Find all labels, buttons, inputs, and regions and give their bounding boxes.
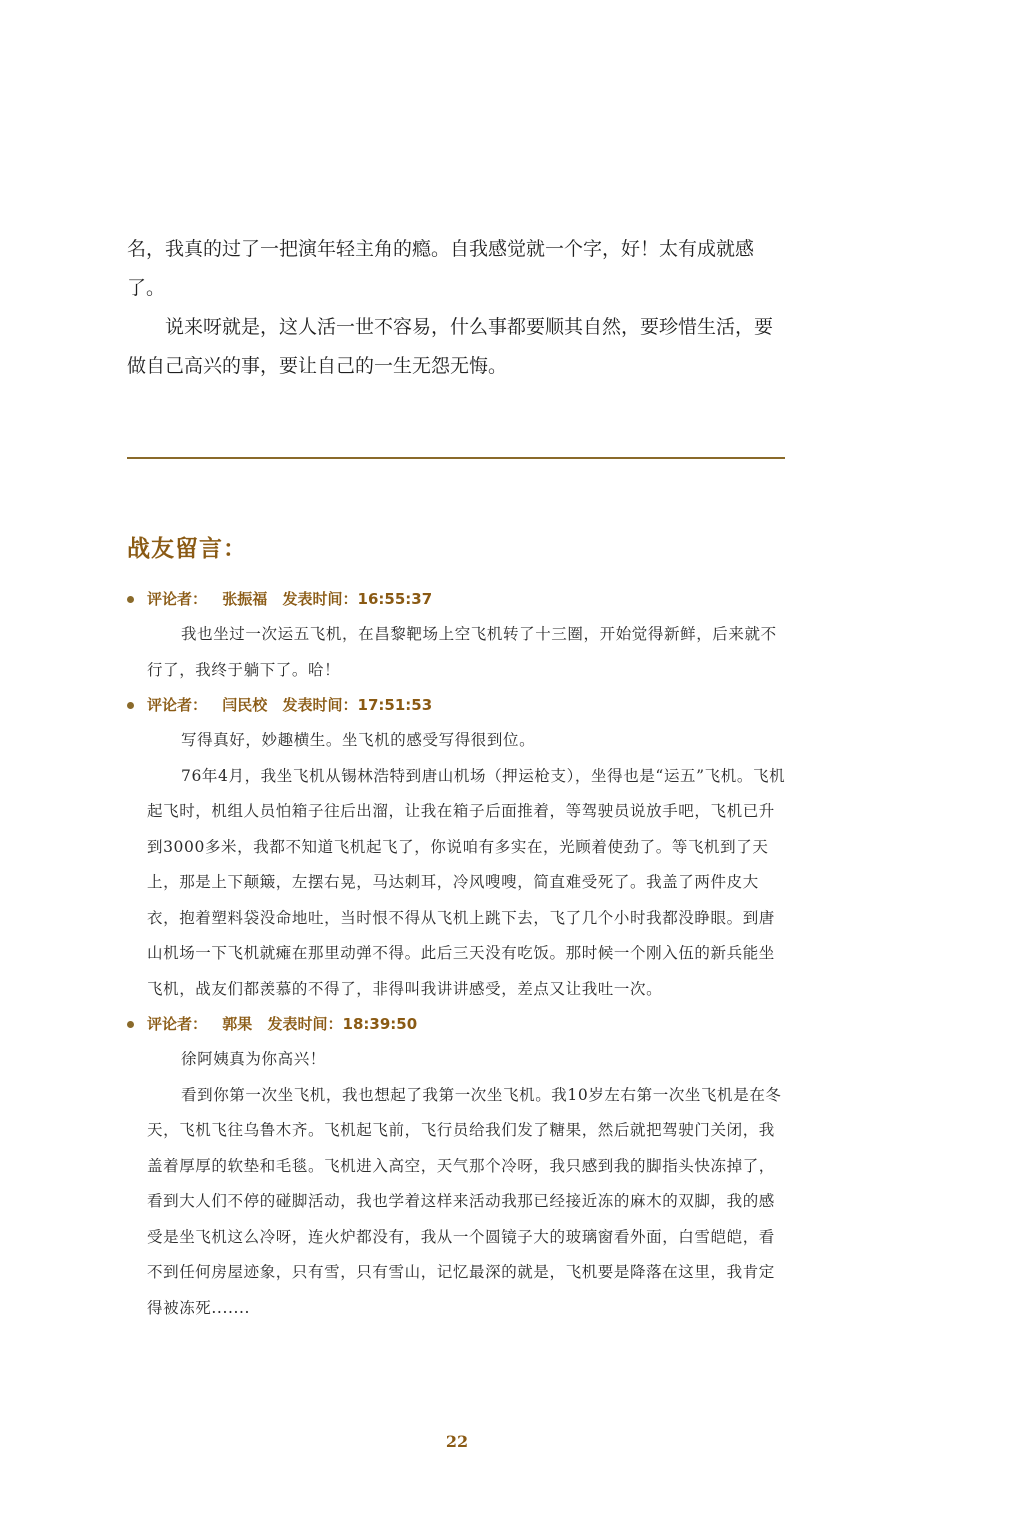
comment-header bbox=[127, 1007, 787, 1042]
comment-item bbox=[127, 688, 787, 1007]
comment-paragraph: 看到你第一次坐飞机，我也想起了我第一次坐飞机。我10岁左右第一次坐飞机是在冬天，飞机飞往乌鲁木齐。飞机起飞前，飞行员给我们发了糖果，然后就把驾驶门关闭，我盖着厚厚的软垫和毛毯。飞机进入高空，天气那个冷呀，我只感到我的脚指头快冻掉了，看到大人们不停的碰脚活动，我也学着这样来活动我那已经接近冻的麻木的双脚，我的感受是坐飞机这么冷呀，连火炉都没有，我从一个圆镜子大的玻璃窗看外面，白雪皑皑，看不到任何房屋迹象，只有雪，只有雪山，记忆最深的就是，飞机要是降落在这里，我肯定得被冻死....... bbox=[147, 1085, 782, 1317]
comment-body bbox=[127, 1042, 787, 1326]
comment-body bbox=[127, 617, 787, 688]
bullet-icon bbox=[127, 596, 134, 603]
comment-header bbox=[127, 582, 787, 617]
commenter-label: 评论者： bbox=[147, 590, 208, 608]
comment-body bbox=[127, 723, 787, 1007]
comment-paragraph: 76年4月，我坐飞机从锡林浩特到唐山机场（押运枪支），坐得也是“运五”飞机。飞机起飞时，机组人员怕箱子往后出溜，让我在箱子后面推着，等驾驶员说放手吧，飞机已升到3000多米，我都不知道飞机起飞了，你说咱有多实在，光顾着使劲了。等飞机到了天上，那是上下颠簸，左摆右晃，马达刺耳，冷风嗖嗖，简直难受死了。我盖了两件皮大衣，抱着塑料袋没命地吐，当时恨不得从飞机上跳下去，飞了几个小时我都没睁眼。到唐山机场一下飞机就瘫在那里动弹不得。此后三天没有吃饭。那时候一个刚入伍的新兵能坐飞机，战友们都羡慕的不得了，非得叫我讲讲感受，差点又让我吐一次。 bbox=[147, 766, 786, 998]
commenter-name: 张振福 bbox=[222, 590, 268, 608]
comment-header bbox=[127, 688, 787, 723]
commenter-name: 闫民校 bbox=[222, 696, 268, 714]
comment-paragraph: 我也坐过一次运五飞机，在昌黎靶场上空飞机转了十三圈，开始觉得新鲜，后来就不行了，我终于躺下了。哈！ bbox=[147, 625, 777, 679]
page-number: 22 bbox=[445, 1432, 469, 1451]
comment-item bbox=[127, 582, 787, 688]
intro-paragraph: 名，我真的过了一把演年轻主角的瘾。自我感觉就一个字，好！太有成就感了。 bbox=[127, 238, 755, 299]
intro-paragraph: 说来呀就是，这人活一世不容易，什么事都要顺其自然，要珍惜生活，要做自己高兴的事，要让自己的一生无怨无悔。 bbox=[127, 316, 774, 377]
comment-item bbox=[127, 1007, 787, 1326]
intro-text bbox=[127, 230, 787, 386]
commenter-label: 评论者： bbox=[147, 696, 208, 714]
bullet-icon bbox=[127, 1021, 134, 1028]
post-time: 17:51:53 bbox=[357, 696, 433, 714]
comment-paragraph: 徐阿姨真为你高兴！ bbox=[181, 1050, 326, 1068]
section-heading: 战友留言： bbox=[127, 535, 247, 562]
post-time: 16:55:37 bbox=[357, 590, 433, 608]
commenter-label: 评论者： bbox=[147, 1015, 208, 1033]
time-label: 发表时间： bbox=[282, 696, 358, 714]
commenter-name: 郭果 bbox=[222, 1015, 253, 1033]
bullet-icon bbox=[127, 702, 134, 709]
time-label: 发表时间： bbox=[267, 1015, 343, 1033]
post-time: 18:39:50 bbox=[342, 1015, 418, 1033]
section-divider bbox=[127, 457, 785, 459]
comment-paragraph: 写得真好，妙趣横生。坐飞机的感受写得很到位。 bbox=[181, 731, 536, 749]
time-label: 发表时间： bbox=[282, 590, 358, 608]
comment-list bbox=[127, 582, 787, 1326]
